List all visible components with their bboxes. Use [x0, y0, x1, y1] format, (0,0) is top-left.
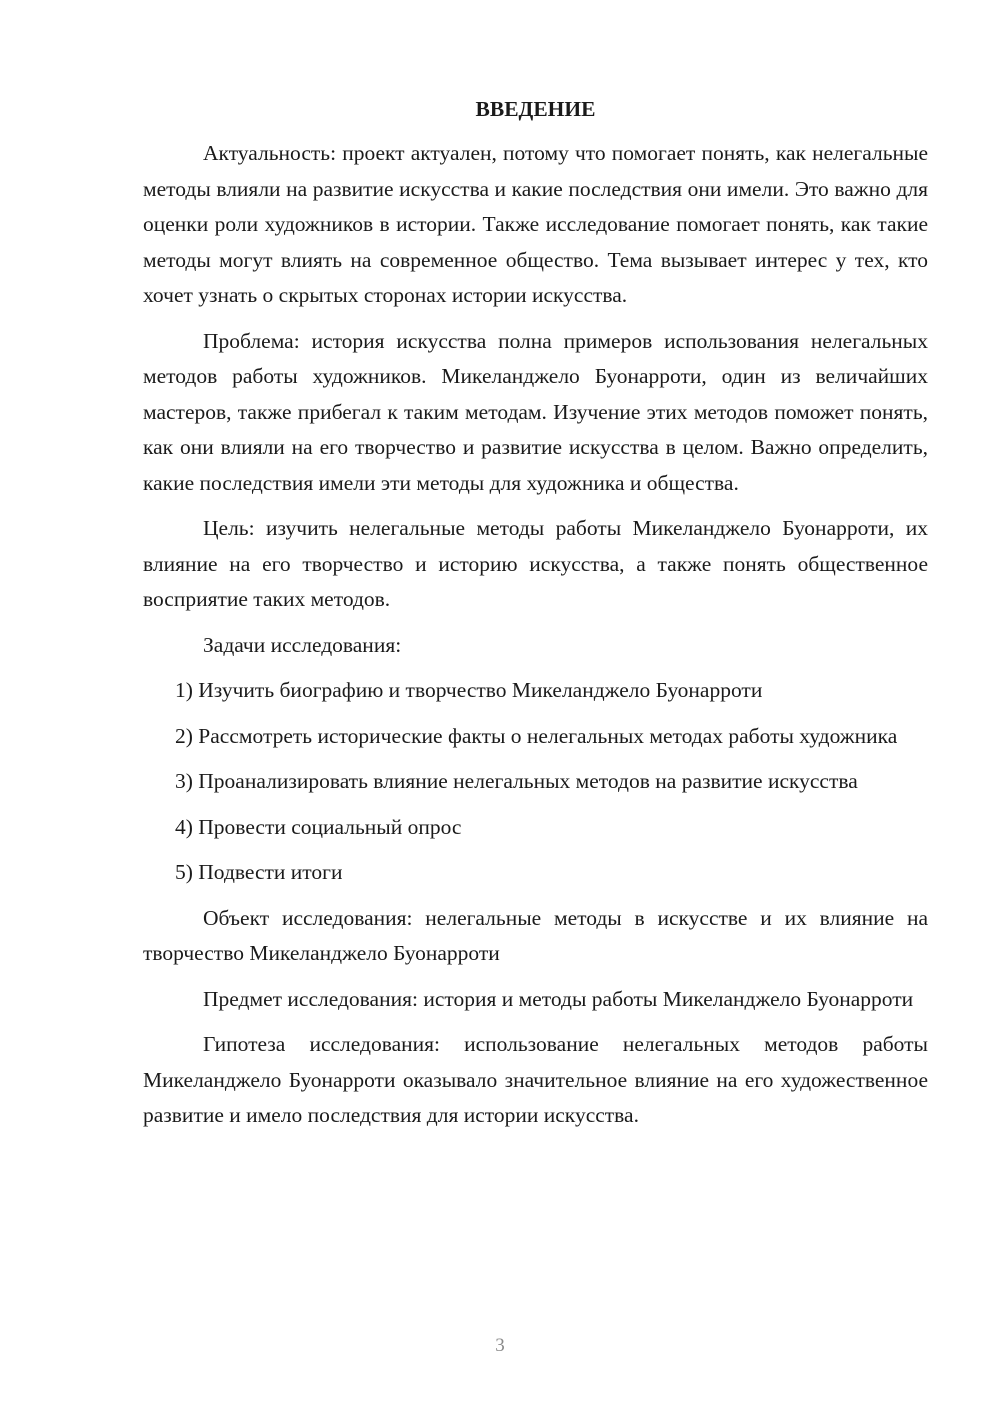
task-item: 4) Провести социальный опрос — [175, 814, 462, 839]
goal-paragraph: Цель: изучить нелегальные методы работы Микеланджело Буонарроти, их влияние на его творчество и историю искусства, а также понять общественное восприятие таких методов. — [143, 516, 928, 611]
task-item: 5) Подвести итоги — [175, 860, 343, 884]
page-number: 3 — [495, 1335, 505, 1356]
task-item: 2) Рассмотреть исторические факты о нелегальных методах работы художника — [175, 723, 898, 748]
hypothesis-paragraph: Гипотеза исследования: использование нелегальных методов работы Микеланджело Буонарроти оказывало значительное влияние на его художественное развитие и имело последствия для истории искусства. — [143, 1032, 928, 1127]
problem-paragraph: Проблема: история искусства полна примеров использования нелегальных методов работы художников. Микеланджело Буонарроти, один из величайших мастеров, также прибегал к таким методам. Изучение этих методов поможет понять, как они влияли на его творчество и развитие искусства в целом. Важно определить, какие последствия имели эти методы для художника и общества. — [143, 328, 928, 495]
document-page — [143, 92, 928, 1144]
section-title: ВВЕДЕНИЕ — [475, 97, 596, 121]
tasks-heading: Задачи исследования: — [203, 632, 402, 657]
subject-paragraph: Предмет исследования: история и методы работы Микеланджело Буонарроти — [203, 986, 914, 1011]
relevance-paragraph: Актуальность: проект актуален, потому что помогает понять, как нелегальные методы влияли на развитие искусства и какие последствия они имели. Это важно для оценки роли художников в истории. Также исследование помогает понять, как такие методы могут влиять на современное общество. Тема вызывает интерес у тех, кто хочет узнать о скрытых сторонах истории искусства. — [143, 141, 928, 307]
object-paragraph: Объект исследования: нелегальные методы в искусстве и их влияние на творчество Микеланджело Буонарроти — [143, 905, 928, 965]
task-item: 3) Проанализировать влияние нелегальных методов на развитие искусства — [175, 769, 858, 793]
task-item: 1) Изучить биографию и творчество Микеланджело Буонарроти — [175, 678, 763, 702]
